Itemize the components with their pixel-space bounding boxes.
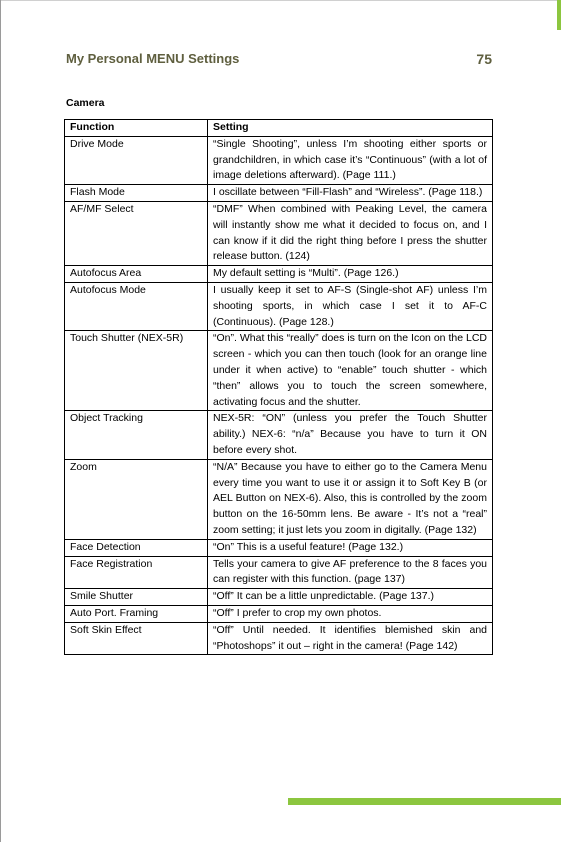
settings-table	[64, 119, 493, 655]
table-row	[65, 136, 493, 184]
table-row	[65, 411, 493, 459]
setting-cell: “On” This is a useful feature! (Page 132.)	[208, 539, 493, 556]
setting-cell: “DMF” When combined with Peaking Level, the camera will instantly show me what it decided to focus on, and I can know if it did the right thing before I press the shutter release button. (124)	[208, 201, 493, 265]
setting-cell: Tells your camera to give AF preference to the 8 faces you can register with this function. (page 137)	[208, 556, 493, 589]
setting-cell: NEX-5R: “ON” (unless you prefer the Touch Shutter ability.) NEX-6: “n/a” Because you have to turn it ON before every shot.	[208, 411, 493, 459]
setting-cell: My default setting is “Multi”. (Page 126.)	[208, 266, 493, 283]
setting-cell: “On”. What this “really” does is turn on the Icon on the LCD screen - which you can then touch (look for an orange line under it when active) to “enable” touch shutter - which “then” allows you to touch the screen somewhere, activating focus and the shutter.	[208, 331, 493, 411]
function-cell: Touch Shutter (NEX-5R)	[65, 331, 208, 411]
function-cell: Soft Skin Effect	[65, 622, 208, 655]
table-row	[65, 282, 493, 330]
table-row	[65, 331, 493, 411]
function-cell: Autofocus Mode	[65, 282, 208, 330]
table-row	[65, 605, 493, 622]
table-row	[65, 266, 493, 283]
setting-cell: “Off” I prefer to crop my own photos.	[208, 605, 493, 622]
function-cell: Object Tracking	[65, 411, 208, 459]
section-label: Camera	[66, 97, 105, 109]
table-header-row	[65, 120, 493, 137]
setting-cell: I usually keep it set to AF-S (Single-shot AF) unless I’m shooting sports, in which case I set it to AF-C (Continuous). (Page 128.)	[208, 282, 493, 330]
page-title: My Personal MENU Settings	[66, 51, 240, 66]
page-number: 75	[476, 51, 492, 67]
function-cell: Drive Mode	[65, 136, 208, 184]
setting-cell: “Single Shooting”, unless I’m shooting either sports or grandchildren, in which case it’s “Continuous” (with a lot of image deletions afterward). (Page 111.)	[208, 136, 493, 184]
table-row	[65, 589, 493, 606]
function-cell: Smile Shutter	[65, 589, 208, 606]
function-cell: Flash Mode	[65, 185, 208, 202]
table-row	[65, 622, 493, 655]
column-header-function: Function	[65, 120, 208, 137]
function-cell: Face Registration	[65, 556, 208, 589]
accent-bar-top	[557, 0, 561, 30]
setting-cell: I oscillate between “Fill-Flash” and “Wireless”. (Page 118.)	[208, 185, 493, 202]
setting-cell: “Off” It can be a little unpredictable. (Page 137.)	[208, 589, 493, 606]
page-top-edge	[0, 0, 561, 1]
table-row	[65, 185, 493, 202]
function-cell: Face Detection	[65, 539, 208, 556]
function-cell: AF/MF Select	[65, 201, 208, 265]
setting-cell: “Off” Until needed. It identifies blemished skin and “Photoshops” it out – right in the camera! (Page 142)	[208, 622, 493, 655]
table-row	[65, 539, 493, 556]
setting-cell: “N/A” Because you have to either go to the Camera Menu every time you want to use it or assign it to Soft Key B (or AEL Button on NEX-6). Also, this is controlled by the zoom button on the 16-50mm lens. Be aware - It’s not a “real” zoom setting; it just lets you zoom in digitally. (Page 132)	[208, 459, 493, 539]
table-row	[65, 556, 493, 589]
page-left-edge	[0, 0, 1, 842]
table-row	[65, 459, 493, 539]
accent-bar-bottom	[288, 798, 561, 805]
column-header-setting: Setting	[208, 120, 493, 137]
function-cell: Autofocus Area	[65, 266, 208, 283]
function-cell: Zoom	[65, 459, 208, 539]
table-row	[65, 201, 493, 265]
function-cell: Auto Port. Framing	[65, 605, 208, 622]
